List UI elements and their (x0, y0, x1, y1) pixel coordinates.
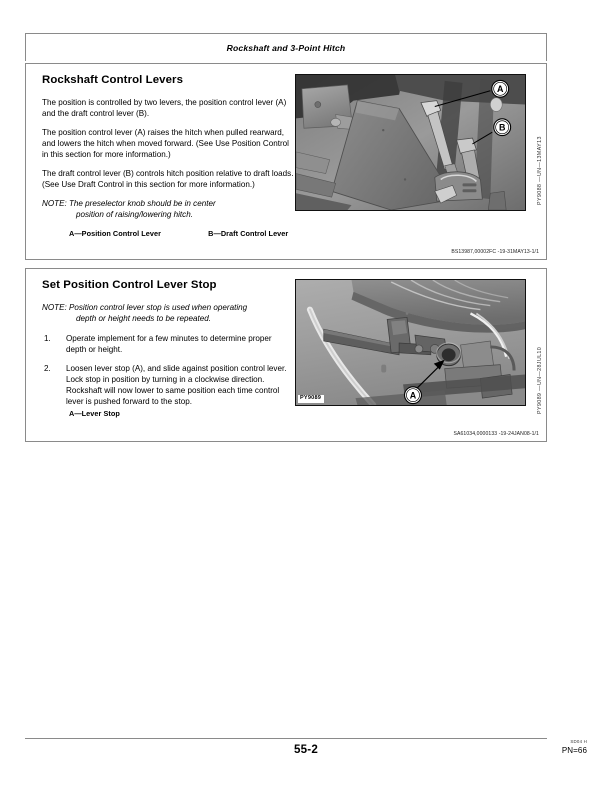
section-1-reference-code: BS13987,00002FC -19-31MAY13-1/1 (451, 249, 539, 255)
section-2-note-label: NOTE: (42, 302, 67, 312)
section-1-note-line-1: The preselector knob should be in center (68, 199, 216, 209)
section-2-figure-id: PY9089 —UN—28JUL10 (537, 346, 543, 414)
legend-item-a: A—Lever Stop (69, 409, 120, 418)
rockshaft-levers-illustration (296, 75, 525, 210)
section-2-heading: Set Position Control Lever Stop (42, 279, 217, 291)
position-control-lever-stop-photo (295, 279, 526, 406)
section-1-note (42, 198, 294, 220)
section-set-position-control-lever-stop (25, 268, 547, 442)
section-1-note-label: NOTE: (42, 199, 67, 209)
section-2-note (42, 302, 294, 324)
section-1-figure (295, 74, 526, 211)
step-text: Operate implement for a few minutes to determine proper depth or height. (66, 333, 272, 354)
step-number: 2. (44, 364, 51, 374)
footer-pn: PN=66 (561, 746, 587, 755)
section-2-note-line-2: depth or height needs to be repeated. (76, 313, 212, 323)
section-1-note-line-2: position of raising/lowering hitch. (76, 210, 193, 220)
section-rockshaft-control-levers (25, 63, 547, 260)
section-1-heading: Rockshaft Control Levers (42, 74, 184, 86)
running-header (25, 33, 547, 61)
section-1-figure-id: PY9088 —UN—13MAY13 (537, 136, 543, 205)
section-1-text-column (42, 74, 294, 229)
figure-2-badge: PY9089 (298, 395, 324, 403)
step-text: Loosen lever stop (A), and slide against position control lever. Lock stop in position by turning in a clockwise direction. Rockshaft will now lower to same position each time control lever is pushed forward to the stop. (66, 364, 287, 407)
section-2-figure (295, 279, 526, 406)
section-2-text-column (42, 279, 294, 416)
footer-code: SD04 H (570, 739, 587, 744)
step-number: 1. (44, 333, 51, 343)
legend-item-a: A—Position Control Lever (69, 229, 162, 238)
section-1-paragraph-2: The position control lever (A) raises the hitch when pulled rearward, and lowers the hitch when moved forward. (See Use Position Control in this section for more information.) (42, 127, 289, 159)
section-2-legend (69, 409, 120, 418)
running-header-title: Rockshaft and 3-Point Hitch (226, 43, 346, 53)
lever-stop-illustration (296, 280, 525, 405)
section-2-reference-code: SA61034,0000133 -19-24JAN08-1/1 (453, 431, 539, 437)
section-1-paragraph-3: The draft control lever (B) controls hitch position relative to draft loads. (See Use Draft Control in this section for more information.) (42, 168, 294, 189)
section-1-paragraph-1: The position is controlled by two levers, the position control lever (A) and the draft control lever (B). (42, 97, 287, 118)
rockshaft-control-levers-photo (295, 74, 526, 211)
section-1-legend (69, 229, 288, 238)
svg-text:B: B (498, 122, 506, 133)
list-item (42, 333, 294, 355)
page-number: 55-2 (293, 743, 318, 756)
section-2-note-line-1: Position control lever stop is used when operating (68, 302, 248, 312)
legend-item-b: B—Draft Control Lever (208, 229, 289, 238)
footer-divider (25, 738, 547, 739)
svg-text:A: A (409, 390, 417, 401)
list-item (42, 363, 294, 408)
svg-text:A: A (496, 84, 504, 95)
section-2-step-list (42, 333, 294, 408)
